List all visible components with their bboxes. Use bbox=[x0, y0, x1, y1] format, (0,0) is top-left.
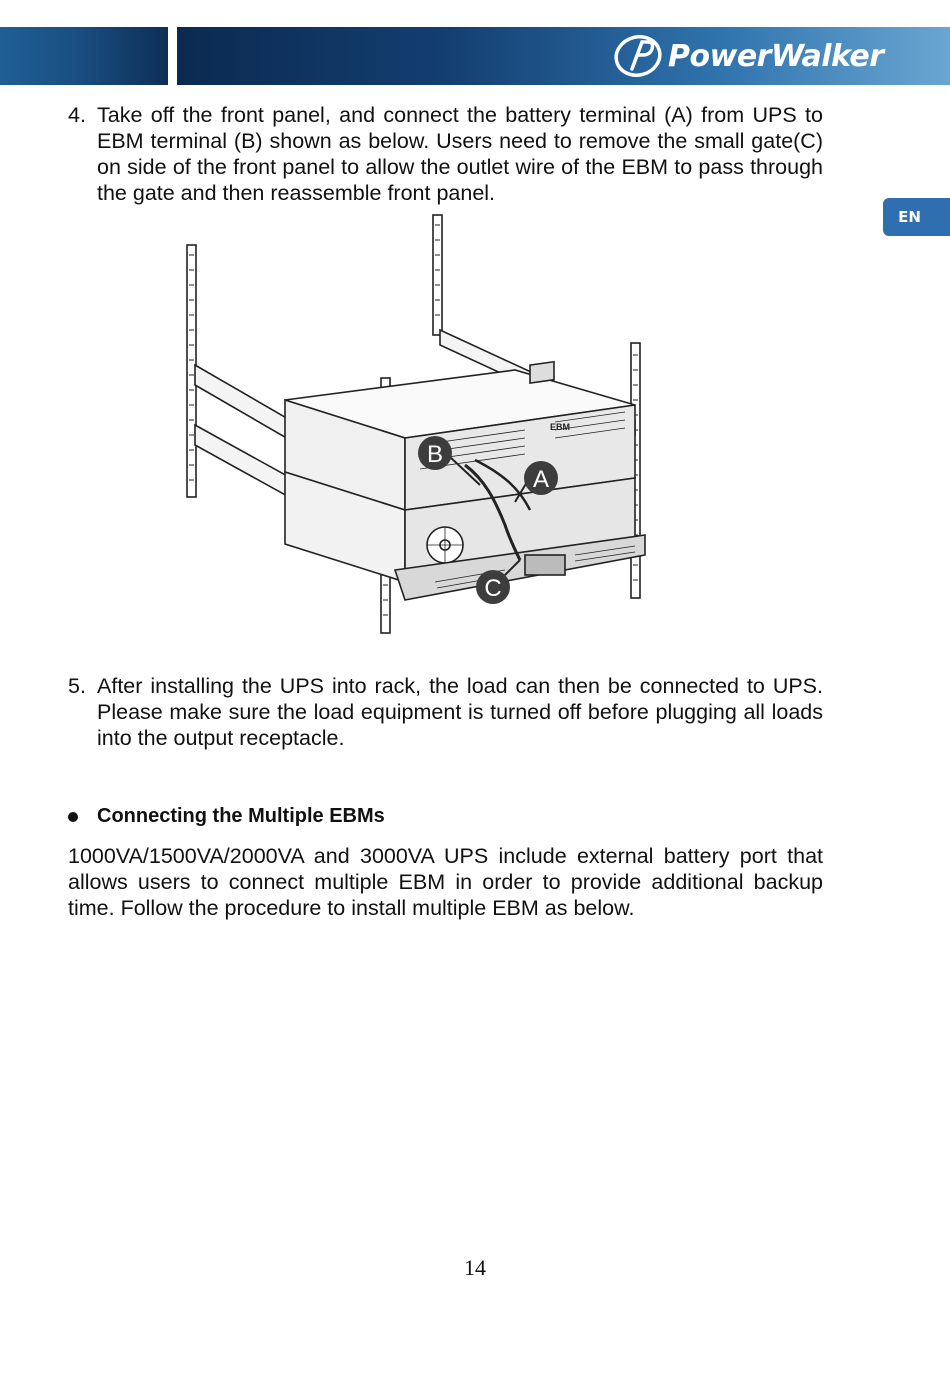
svg-text:C: C bbox=[484, 575, 502, 602]
rack-installation-diagram bbox=[175, 210, 665, 635]
callout-a bbox=[524, 461, 558, 495]
section-body: 1000VA/1500VA/2000VA and 3000VA UPS include external battery port that allows users to connect multiple EBM in order to provide additional backup time. Follow the procedure to install multiple EBM as below. bbox=[68, 844, 823, 920]
callout-c bbox=[476, 570, 510, 604]
brand-logo bbox=[612, 33, 937, 79]
svg-text:B: B bbox=[426, 441, 444, 468]
step-number: 5. bbox=[68, 674, 86, 698]
ebm-panel-label: EBM bbox=[550, 422, 570, 432]
brand-name: PowerWalker bbox=[668, 38, 884, 74]
svg-text:A: A bbox=[532, 466, 550, 493]
section-heading bbox=[68, 805, 385, 828]
step-number: 4. bbox=[68, 103, 86, 127]
header-bar-left bbox=[0, 27, 168, 85]
language-tab[interactable]: EN bbox=[883, 198, 950, 236]
step-5 bbox=[68, 673, 823, 753]
step-text: After installing the UPS into rack, the load can then be connected to UPS. Please make sure the load equipment is turned off before plugging all loads into the output receptacle. bbox=[97, 674, 823, 750]
bullet-icon bbox=[68, 812, 78, 822]
page-number: 14 bbox=[464, 1255, 486, 1280]
rack-post-back bbox=[433, 215, 442, 335]
powerwalker-logo-icon bbox=[612, 33, 666, 79]
section-heading-text: Connecting the Multiple EBMs bbox=[97, 805, 385, 827]
step-4 bbox=[68, 102, 823, 206]
callout-b bbox=[418, 436, 452, 470]
step-text: Take off the front panel, and connect the battery terminal (A) from UPS to EBM terminal (B) shown as below. Users need to remove the small gate(C) on side of the front panel to allow the outlet wire of the EBM to pass through the gate and then reassemble front panel. bbox=[97, 103, 823, 205]
